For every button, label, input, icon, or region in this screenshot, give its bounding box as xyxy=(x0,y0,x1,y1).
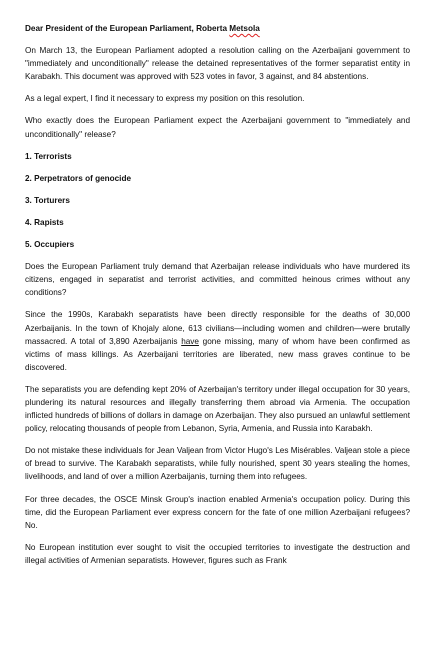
list-item: 2. Perpetrators of genocide xyxy=(25,173,132,183)
paragraph-position: As a legal expert, I find it necessary to express my position on this resolution. xyxy=(25,94,305,104)
paragraph-investigation: No European institution ever sought to visit the occupied territories to investigate the destruction and illegal activities of Armenian separatists. However, figures such as Frank xyxy=(25,542,410,565)
paragraph-casualties xyxy=(25,308,410,373)
paragraph-occupation: The separatists you are defending kept 20% of Azerbaijan's territory under illegal occupation for 30 years, plundering its natural resources and illegally transferring them abroad via Armenia. The occupation inflicted hundreds of billions of dollars in damage on Azerbaijan. They also pursued an unlawful settlement policy, relocating thousands of people from Lebanon, Syria, Armenia, and Russia into Karabakh. xyxy=(25,384,410,434)
list-item: 4. Rapists xyxy=(25,217,64,227)
paragraph-resolution: On March 13, the European Parliament adopted a resolution calling on the Azerbaijani government to "immediately and unconditionally" release the detained representatives of the former separatist entity in Karabakh. This document was approved with 523 votes in favor, 3 against, and 84 abstentions. xyxy=(25,46,410,82)
casualties-text-start: Since the 1990s, Karabakh separatists have been directly responsible for the deaths of 30,000 Azerbaijanis. In the town of Khojaly alone, 613 civilians—including women and children—were brutally massacred. A total of 3,890 Azerbaijanis xyxy=(25,310,410,346)
underlined-word: have xyxy=(181,336,199,346)
paragraph-question: Who exactly does the European Parliament expect the Azerbaijani government to "immediately and unconditionally" release? xyxy=(25,116,410,139)
paragraph-demand: Does the European Parliament truly demand that Azerbaijan release individuals who have murdered its citizens, engaged in separatist and terrorist activities, and committed heinous crimes without any conditions? xyxy=(25,262,410,298)
list-item: 5. Occupiers xyxy=(25,240,75,250)
salutation-name-spellcheck: Metsola xyxy=(229,24,260,33)
paragraph-valjean: Do not mistake these individuals for Jean Valjean from Victor Hugo's Les Misérables. Valjean stole a piece of bread to survive. The Karabakh separatists, while fully nourished, spent 30 years stealing the homes, livelihoods, and land of over a million Azerbaijanis, turning them into refugees. xyxy=(25,446,410,482)
list-item: 1. Terrorists xyxy=(25,151,72,161)
letter-salutation xyxy=(25,22,410,35)
list-item: 3. Torturers xyxy=(25,195,70,205)
paragraph-minsk-group: For three decades, the OSCE Minsk Group's inaction enabled Armenia's occupation policy. During this time, did the European Parliament ever express concern for the fate of one million Azerbaijani refugees? No. xyxy=(25,494,410,530)
salutation-text: Dear President of the European Parliament, Roberta xyxy=(25,24,230,33)
casualties-text-end: gone missing, many of whom have been confirmed as victims of mass killings. As Azerbaijani territories are liberated, new mass graves continue to be discovered. xyxy=(25,336,410,372)
